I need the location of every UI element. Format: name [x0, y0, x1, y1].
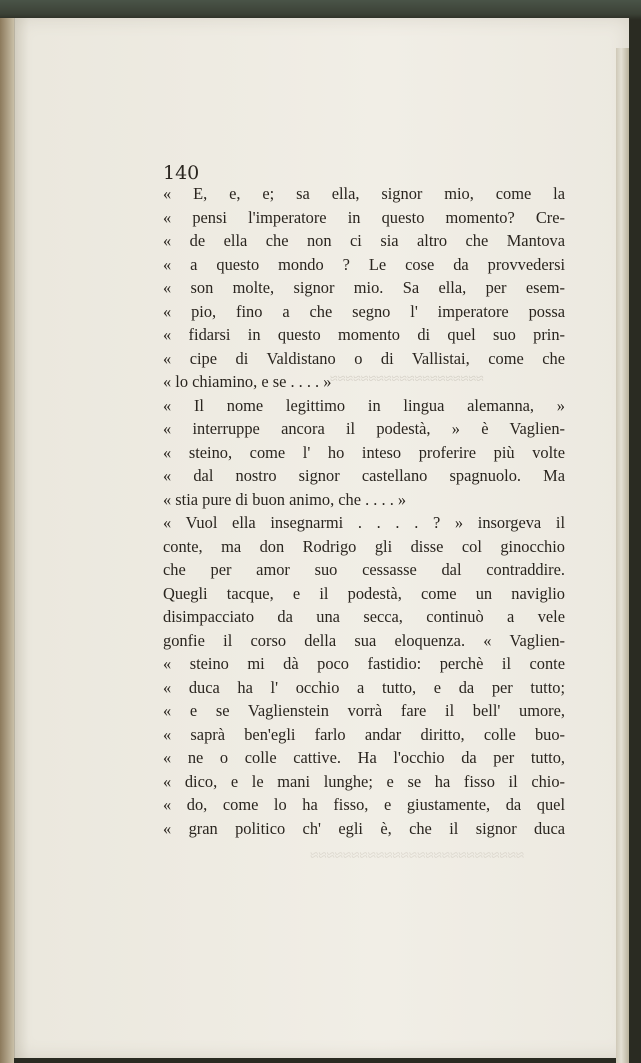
text-line: « steino mi dà poco fastidio: perchè il conte	[163, 654, 565, 673]
page-fore-edge	[616, 48, 629, 1063]
text-line: « a questo mondo ? Le cose da provvedersi	[163, 254, 565, 274]
text-line: « pensi l'imperatore in questo momento? Cre-	[163, 207, 565, 227]
text-line: « de ella che non ci sia altro che Mantova	[163, 231, 565, 250]
text-line: « pio, fino a che segno l' imperatore possa	[163, 301, 565, 321]
bleed-through-text-bottom: ≈≈≈≈≈≈≈≈≈≈≈≈≈≈≈≈≈≈≈≈≈≈≈≈≈≈	[310, 848, 525, 864]
text-line: « steino, come l' ho inteso proferire più volte	[163, 442, 565, 462]
text-line: « cipe di Valdistano o di Vallistai, come che	[163, 348, 565, 368]
text-line: che per amor suo cessasse dal contraddire.	[163, 560, 565, 579]
text-line: « stia pure di buon animo, che . . . . »	[163, 489, 407, 509]
text-line: « ne o colle cattive. Ha l'occhio da per tutto,	[163, 748, 565, 767]
text-line: Quegli tacque, e il podestà, come un naviglio	[163, 583, 565, 603]
text-line: « son molte, signor mio. Sa ella, per esem-	[163, 278, 565, 297]
text-line: « fidarsi in questo momento di quel suo prin-	[163, 325, 565, 344]
text-line: « Vuol ella insegnarmi . . . . ? » insorgeva il	[163, 513, 565, 532]
bleed-through-text: ≈≈≈≈≈≈≈≈≈≈≈≈≈≈≈≈≈≈≈≈	[330, 372, 484, 387]
page-binding-edge	[0, 18, 14, 1063]
text-line: « duca ha l' occhio a tutto, e da per tutto;	[163, 677, 565, 697]
text-line: « gran politico ch' egli è, che il signor duca	[163, 818, 565, 838]
text-line: conte, ma don Rodrigo gli disse col ginocchio	[163, 536, 565, 556]
text-line: « E, e, e; sa ella, signor mio, come la	[163, 184, 565, 203]
text-line: « saprà ben'egli farlo andar diritto, colle buo-	[163, 724, 565, 744]
text-line: « do, come lo ha fisso, e giustamente, da quel	[163, 795, 565, 814]
text-line: « interruppe ancora il podestà, » è Vaglien-	[163, 419, 565, 438]
text-line: gonfie il corso della sua eloquenza. « Vaglien-	[163, 630, 565, 650]
text-line: « dal nostro signor castellano spagnuolo. Ma	[163, 466, 565, 485]
text-line: « dico, e le mani lunghe; e se ha fisso il chio-	[163, 771, 565, 791]
text-line: « e se Vaglienstein vorrà fare il bell' umore,	[163, 701, 565, 720]
text-line: « Il nome legittimo in lingua alemanna, »	[163, 395, 565, 415]
page-number: 140	[163, 162, 200, 184]
page-text	[163, 182, 565, 840]
text-line: « lo chiamino, e se . . . . »	[163, 372, 332, 391]
text-line: disimpacciato da una secca, continuò a vele	[163, 607, 565, 626]
